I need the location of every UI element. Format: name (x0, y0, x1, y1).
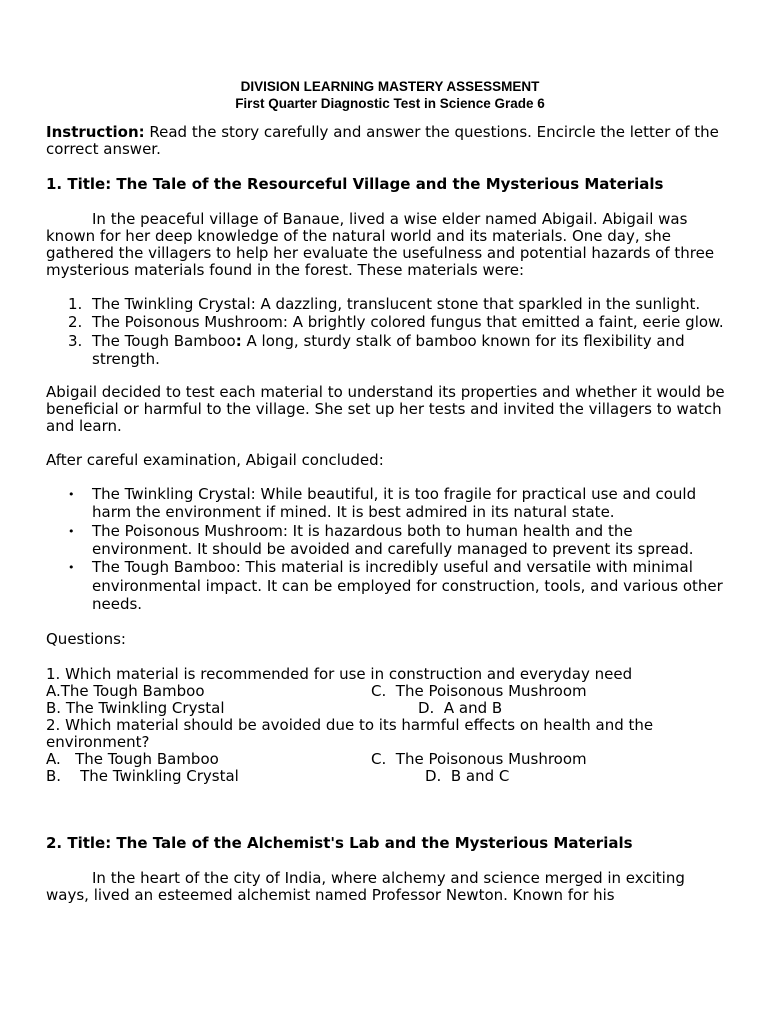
option-d[interactable]: D. A and B (418, 699, 503, 718)
list-number: 3. (68, 331, 83, 350)
list-number: 2. (68, 313, 83, 332)
material-sep: : (250, 295, 256, 313)
list-item (46, 522, 726, 559)
story2-title: 2. Title: The Tale of the Alchemist's Lab and the Mysterious Materials (46, 834, 633, 853)
option-c[interactable]: C. The Poisonous Mushroom (371, 750, 587, 769)
option-a[interactable]: A.The Tough Bamboo (46, 682, 205, 701)
story1-paragraph-2: Abigail decided to test each material to understand its properties and whether it would be beneficial or harmful to the village. She set up her tests and invited the villagers to watch and learn. (46, 383, 725, 436)
option-b[interactable]: B. The Twinkling Crystal (46, 767, 239, 786)
list-number: 1. (68, 295, 83, 313)
conclusions-list (46, 485, 726, 613)
list-item (46, 295, 726, 313)
question-2-options-row-1 (46, 751, 726, 768)
document-page (46, 78, 726, 904)
story2-intro: In the heart of the city of India, where alchemy and science merged in exciting ways, lived an esteemed alchemist named Professor Newton. Known for his (46, 869, 685, 905)
assessment-subtitle: First Quarter Diagnostic Test in Science Grade 6 (235, 96, 545, 111)
assessment-title: DIVISION LEARNING MASTERY ASSESSMENT (240, 79, 540, 94)
material-name: The Poisonous Mushroom (92, 313, 283, 332)
material-sep: : (282, 313, 288, 332)
option-d[interactable]: D. B and C (425, 767, 510, 786)
bullet-icon: • (68, 488, 75, 502)
bullet-icon: • (68, 561, 75, 575)
conclusion-text: The Twinkling Crystal: While beautiful, it is too fragile for practical use and could harm the environment if mined. It is best admired in its natural state. (92, 485, 697, 522)
question-1-stem: 1. Which material is recommended for use in construction and everyday need (46, 665, 633, 684)
list-item (46, 558, 726, 613)
list-item (46, 485, 726, 522)
instruction-text: Read the story carefully and answer the questions. Encircle the letter of the correct answer. (46, 123, 719, 158)
instruction-label: Instruction: (46, 123, 145, 141)
story1-title: 1. Title: The Tale of the Resourceful Village and the Mysterious Materials (46, 175, 664, 193)
conclusion-text: The Tough Bamboo: This material is incredibly useful and versatile with minimal environmental impact. It can be employed for construction, tools, and various other needs. (92, 558, 723, 613)
option-c[interactable]: C. The Poisonous Mushroom (371, 682, 587, 701)
option-b[interactable]: B. The Twinkling Crystal (46, 699, 225, 718)
instruction (46, 124, 726, 158)
question-2-stem: 2. Which material should be avoided due to its harmful effects on health and the environment? (46, 716, 654, 752)
story1-paragraph-3: After careful examination, Abigail concluded: (46, 451, 384, 470)
material-desc: A brightly colored fungus that emitted a faint, eerie glow. (287, 313, 724, 332)
question-2-options-row-2 (46, 768, 726, 785)
bullet-icon: • (68, 524, 75, 538)
question-1-options-row-2 (46, 700, 726, 717)
list-item (46, 332, 726, 369)
material-sep: : (235, 331, 242, 350)
materials-list (46, 295, 726, 368)
question-1-options-row-1 (46, 683, 726, 700)
conclusion-text: The Poisonous Mushroom: It is hazardous both to human health and the environment. It should be avoided and carefully managed to prevent its spread. (92, 521, 694, 559)
material-desc: A dazzling, translucent stone that sparkled in the sunlight. (255, 295, 701, 313)
option-a[interactable]: A. The Tough Bamboo (46, 750, 219, 769)
story1-intro: In the peaceful village of Banaue, lived a wise elder named Abigail. Abigail was known for her deep knowledge of the natural world and its materials. One day, she gathered the villagers to help her evaluate the usefulness and potential hazards of three mysterious materials found in the forest. These materials were: (46, 210, 715, 279)
material-desc: A long, sturdy stalk of bamboo known for its flexibility and strength. (92, 331, 685, 368)
material-name: The Tough Bamboo (92, 331, 236, 350)
questions-label: Questions: (46, 630, 126, 649)
list-item (46, 313, 726, 331)
material-name: The Twinkling Crystal (92, 295, 251, 313)
